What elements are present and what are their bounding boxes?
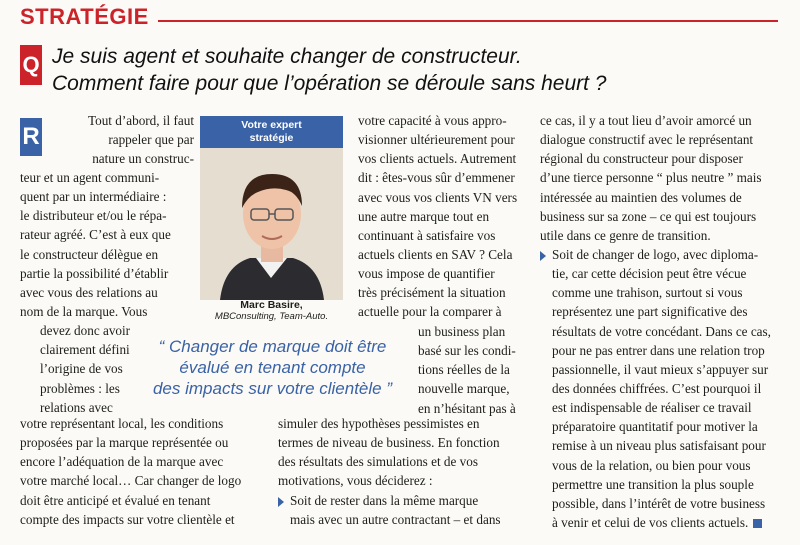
text-line: rappeler que par (108, 132, 194, 148)
text-line: continuant à satisfaire vos (358, 227, 496, 243)
text-line: tions réelles de la (418, 362, 510, 378)
section-divider (158, 20, 778, 22)
text-line: à venir et celui de vos clients actuels. (552, 514, 749, 530)
expert-affiliation: MBConsulting, Team-Auto. (214, 311, 329, 322)
expert-name: Marc Basire, (240, 299, 303, 311)
expert-label (200, 116, 343, 148)
text-line: votre marché local… Car changer de logo (20, 473, 242, 489)
text-line: le distributeur et/ou le répa- (20, 208, 167, 224)
column-1 (46, 111, 194, 168)
text-line: Soit de rester dans la même marque (290, 492, 479, 508)
text-line: vous de la relation, ou bien pour vous (552, 457, 751, 473)
bullet-arrow-icon (540, 251, 546, 261)
column-2-bottom (278, 414, 534, 529)
text-line: motivations, vous déciderez : (278, 473, 433, 489)
text-line: avec vous vos clients VN vers (358, 189, 518, 205)
text-line: ce cas, il y a tout lieu d’avoir amorcé un (540, 113, 752, 128)
section-label: STRATÉGIE (20, 4, 149, 29)
text-line: représentez une part significative des (552, 304, 748, 320)
text-line: clairement défini (40, 342, 130, 358)
text-line: tie, car cette décision peut être vécue (552, 266, 747, 282)
text-line: comme une trahison, surtout si vous (552, 285, 743, 301)
text-line: le constructeur délègue en (20, 246, 159, 262)
expert-caption (200, 300, 343, 324)
text-line: mais avec un autre contractant – et dans (290, 511, 501, 527)
text-line: Tout d’abord, il faut (87, 113, 194, 128)
text-line: compte des impacts sur votre clientèle et (20, 511, 235, 527)
bullet-line (540, 245, 788, 264)
text-line: nouvelle marque, (418, 381, 510, 397)
pull-quote-line: “ Changer de marque doit être (158, 337, 387, 356)
text-line: permettre une transition la plus souple (552, 476, 754, 492)
text-line: très précisément la situation (358, 285, 506, 301)
column-1-bottom (20, 414, 278, 529)
text-line: business sur sa zone – ce qui est toujours (540, 208, 757, 224)
text-line: pour ne pas entrer dans une relation trop (552, 342, 765, 358)
text-line: simuler des hypothèses pessimistes en (278, 416, 480, 431)
text-line: actuelle pour la comparer à (358, 304, 502, 320)
question-heading (52, 43, 782, 97)
text-line: proposées par la marque représentée ou (20, 435, 229, 451)
text-line: passionnelle, il vaut mieux s’appuyer sur (552, 361, 769, 377)
text-line: vous impose de quantifier (358, 266, 495, 282)
text-line: actuels clients en SAV ? Cela (358, 246, 513, 262)
text-line: d’une tierce personne “ plus neutre ” mais (540, 170, 762, 186)
text-line: régional du constructeur pour disposer (540, 151, 743, 167)
bullet-arrow-icon (278, 497, 284, 507)
text-line: possible, dans l’intérêt de votre business (552, 495, 766, 511)
end-line (540, 513, 788, 532)
question-line: Comment faire pour que l’opération se déroule sans heurt ? (52, 72, 607, 95)
text-line: nom de la marque. Vous (20, 303, 148, 319)
text-line: problèmes : les (40, 380, 120, 396)
text-line: l’origine de vos (40, 361, 123, 377)
expert-label-line: Votre expert (241, 119, 302, 131)
column-3 (540, 111, 788, 532)
text-line: relations avec (40, 399, 113, 415)
text-line: rateur agréé. C’est à eux que (20, 227, 171, 243)
pull-quote (140, 336, 405, 399)
text-line: doit être anticipé et évalué en tenant (20, 492, 211, 508)
text-line: termes de niveau de business. En fonction (278, 435, 500, 451)
section-header (0, 0, 800, 38)
text-line: nature un construc- (92, 151, 194, 167)
text-line: avec vous des relations au (20, 284, 158, 300)
text-line: teur et un agent communi- (20, 170, 160, 185)
text-line: vos clients actuels. Autrement (358, 151, 517, 167)
pull-quote-line: des impacts sur votre clientèle ” (152, 379, 393, 398)
column-2 (358, 111, 534, 322)
text-line: une autre marque tout en (358, 208, 490, 224)
expert-portrait (200, 148, 343, 300)
question-badge: Q (20, 45, 42, 85)
end-mark-icon (753, 519, 762, 528)
text-line: quent par un intermédiaire : (20, 189, 167, 205)
text-line: visionner ultérieurement pour (358, 132, 515, 148)
expert-box (200, 116, 343, 324)
text-line: Soit de changer de logo, avec diploma- (552, 246, 759, 262)
text-line: votre capacité à vous appro- (358, 113, 507, 128)
text-line: votre représentant local, les conditions (20, 416, 224, 431)
text-line: des résultats des simulations et de vos (278, 454, 478, 470)
column-2-narrow (418, 322, 534, 418)
pull-quote-line: évalué en tenant compte (179, 358, 366, 377)
question-line: Je suis agent et souhaite changer de constructeur. (52, 45, 522, 68)
text-line: utile dans ce genre de transition. (540, 227, 711, 243)
text-line: un business plan (418, 324, 506, 339)
text-line: basé sur les condi- (418, 343, 516, 359)
expert-label-line: stratégie (249, 132, 294, 144)
bullet-line (278, 491, 534, 510)
text-line: remise à un niveau plus satisfaisant pour (552, 438, 766, 454)
text-line: préparatoire quantitatif pour motiver la (552, 419, 758, 435)
text-line: devez donc avoir (40, 323, 131, 339)
text-line: en n’hésitant pas à (418, 400, 516, 416)
text-line: est indispensable de réaliser ce travail (552, 400, 752, 416)
text-line: intéressée au maintien des volumes de (540, 189, 742, 205)
text-line: partie la possibilité d’établir (20, 265, 169, 281)
text-line: dialogue constructif avec le représentant (540, 132, 754, 148)
text-line: résultats de votre concédant. Dans ce cas, (552, 323, 771, 339)
answer-badge: R (20, 118, 42, 156)
text-line: des données chiffrées. C’est pourquoi il (552, 380, 762, 396)
text-line: encore l’adéquation de la marque avec (20, 454, 224, 470)
text-line: dit : êtes-vous sûr d’emmener (358, 170, 515, 186)
portrait-image (200, 148, 343, 300)
